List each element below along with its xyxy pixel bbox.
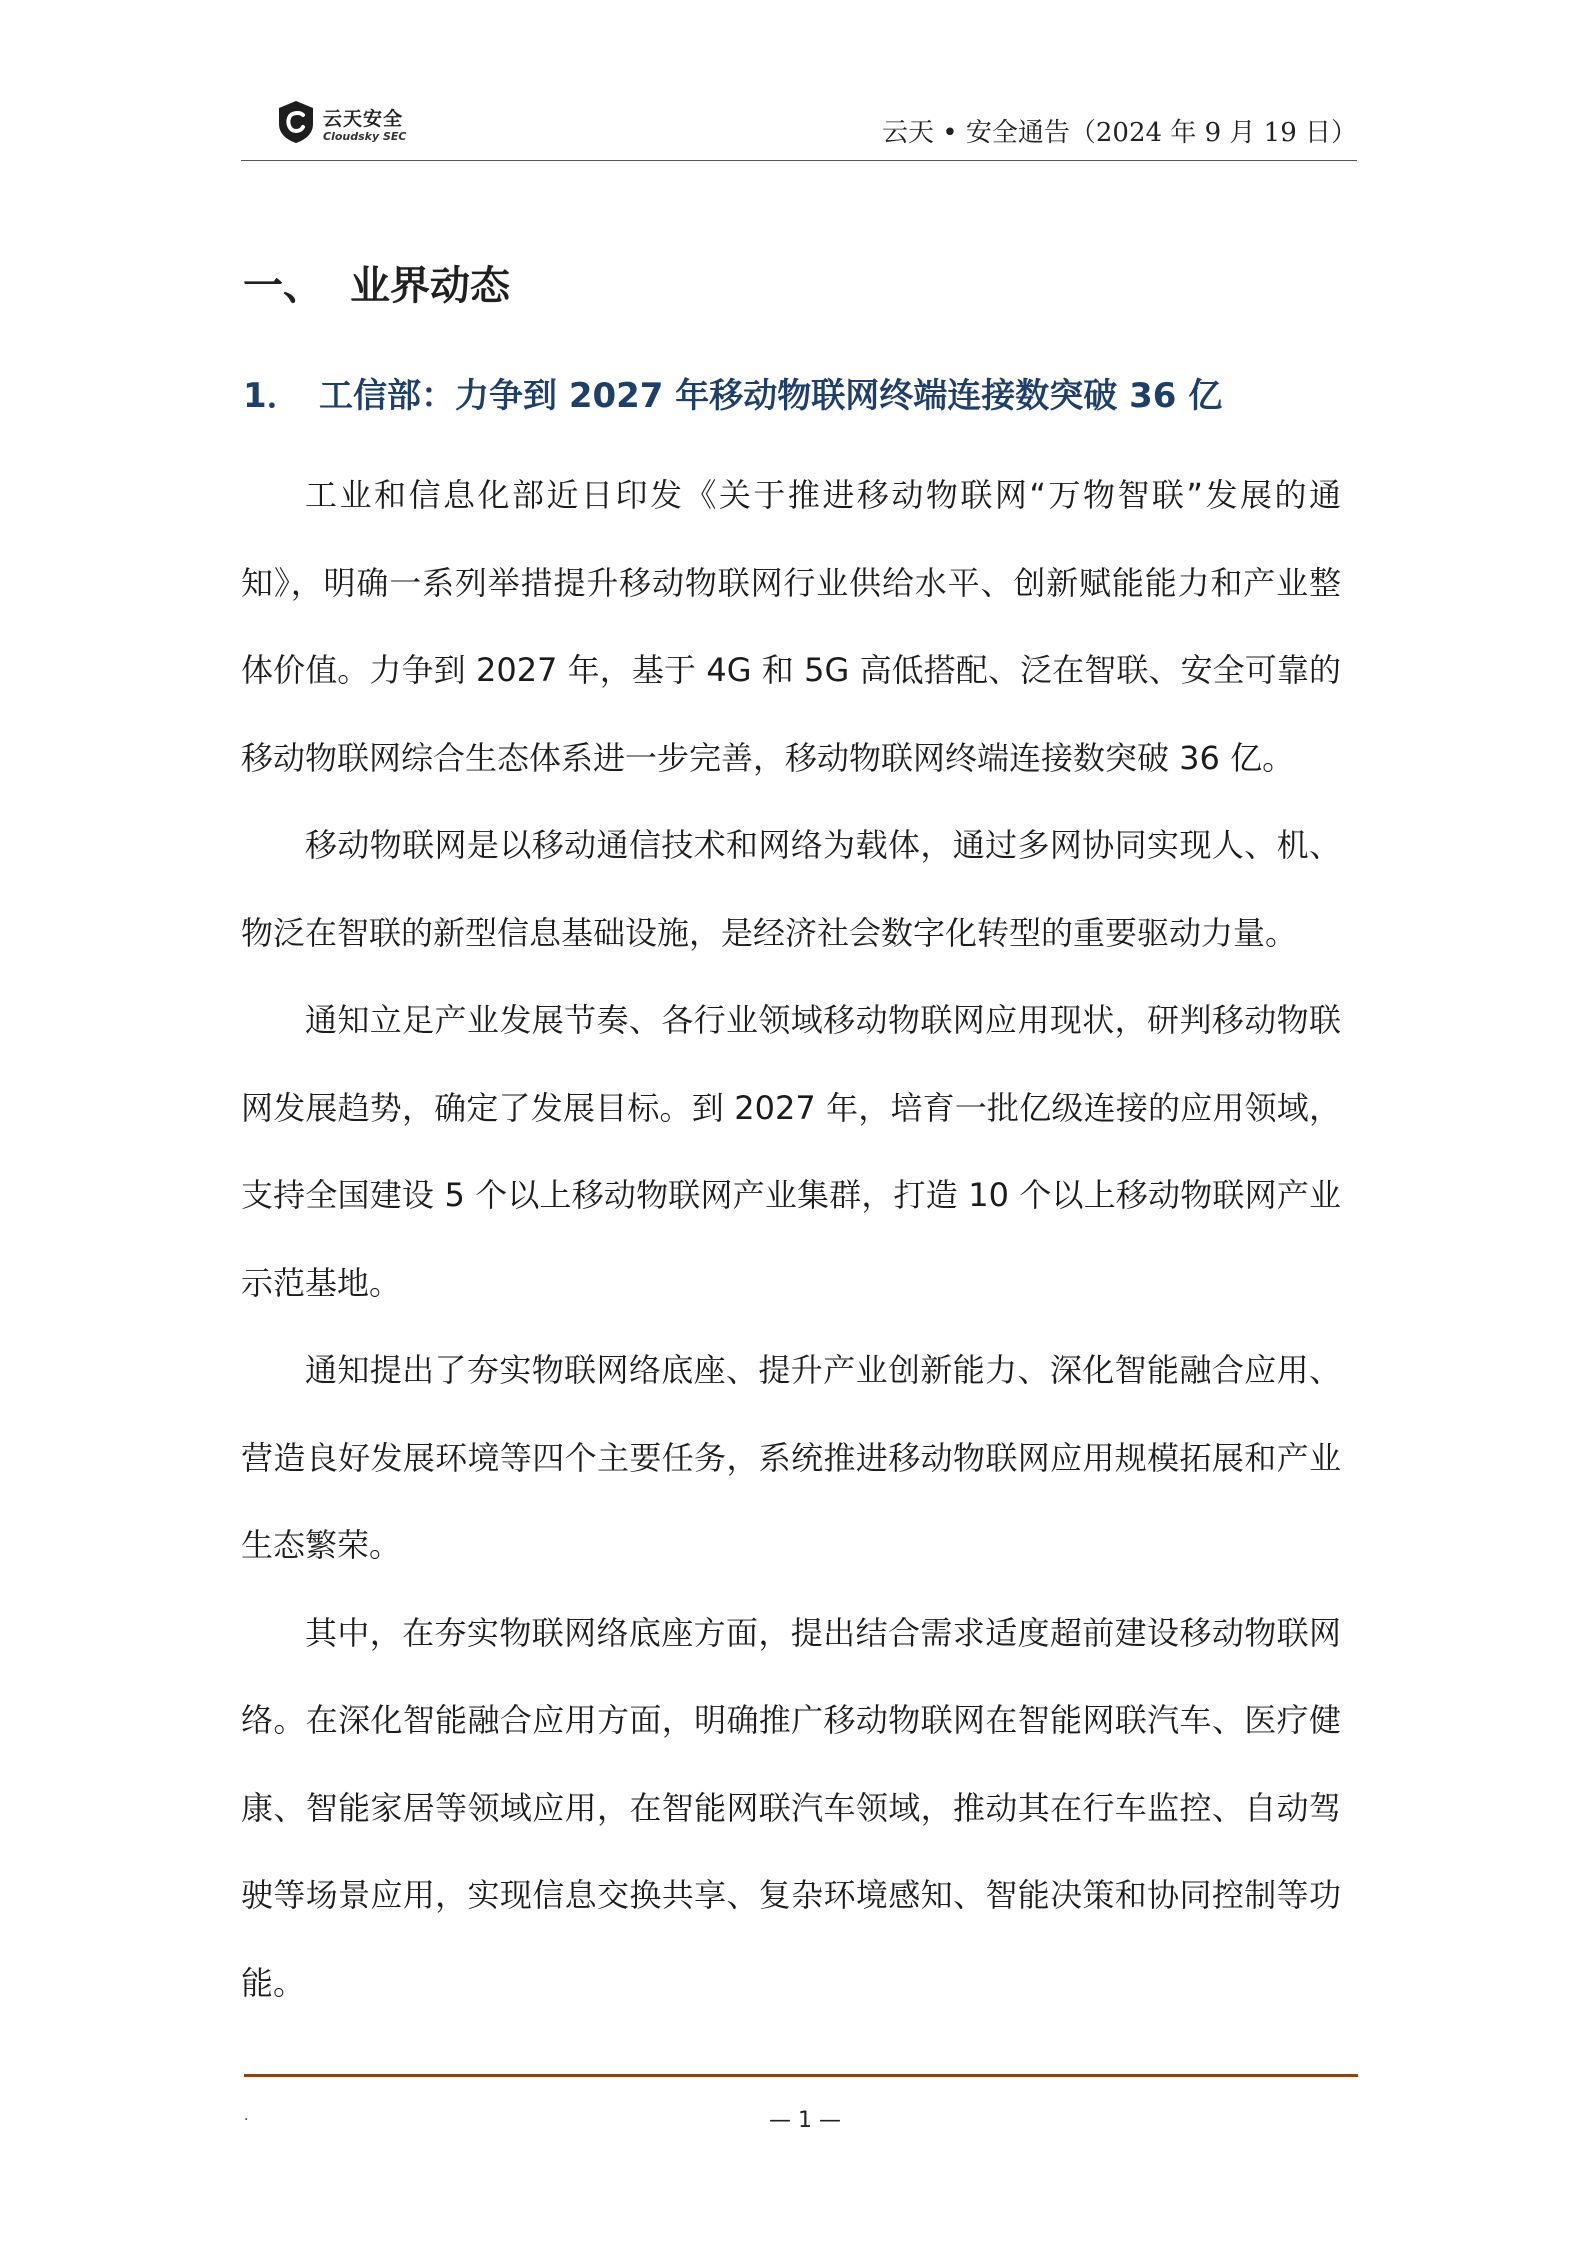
company-logo bbox=[277, 100, 477, 146]
logo-english-text: Cloudsky SEC bbox=[323, 130, 407, 143]
footer-divider bbox=[244, 2074, 1358, 2077]
section-number: 一、 bbox=[243, 263, 323, 309]
article-body bbox=[241, 452, 1341, 2027]
article-number: 1． bbox=[243, 376, 301, 416]
section-heading bbox=[243, 254, 510, 311]
paragraph: 工业和信息化部近日印发《关于推进移动物联网“万物智联”发展的通知》，明确一系列举措提升移动物联网行业供给水平、创新赋能能力和产业整体价值。力争到 2027 年，基于 4G 和 5G 高低搭配、泛在智联、安全可靠的移动物联网综合生态体系进一步完善，移动物联网终端连接数突破 36 亿。 bbox=[241, 476, 1341, 777]
paragraph: 其中，在夯实物联网络底座方面，提出结合需求适度超前建设移动物联网络。在深化智能融合应用方面，明确推广移动物联网在智能网联汽车、医疗健康、智能家居等领域应用，在智能网联汽车领域，推动其在行车监控、自动驾驶等场景应用，实现信息交换共享、复杂环境感知、智能决策和协同控制等功能。 bbox=[241, 1613, 1341, 2002]
paragraph: 移动物联网是以移动通信技术和网络为载体，通过多网协同实现人、机、物泛在智联的新型信息基础设施，是经济社会数字化转型的重要驱动力量。 bbox=[241, 826, 1341, 952]
page-header bbox=[241, 94, 1357, 160]
header-divider bbox=[241, 160, 1357, 161]
footer-mark: . bbox=[244, 2108, 249, 2124]
article-heading bbox=[243, 368, 1222, 417]
logo-chinese-text: 云天安全 bbox=[323, 108, 404, 130]
section-title-text: 业界动态 bbox=[350, 263, 510, 309]
article-title-text: 工信部：力争到 2027 年移动物联网终端连接数突破 36 亿 bbox=[319, 376, 1223, 416]
page-number: — 1 — bbox=[769, 2108, 841, 2133]
bulletin-title: 云天 • 安全通告（2024 年 9 月 19 日） bbox=[882, 118, 1357, 148]
shield-logo-icon bbox=[277, 100, 315, 144]
paragraph: 通知立足产业发展节奏、各行业领域移动物联网应用现状，研判移动物联网发展趋势，确定了发展目标。到 2027 年，培育一批亿级连接的应用领域，支持全国建设 5 个以上移动物联网产业集群，打造 10 个以上移动物联网产业示范基地。 bbox=[241, 1001, 1341, 1302]
paragraph: 通知提出了夯实物联网络底座、提升产业创新能力、深化智能融合应用、营造良好发展环境等四个主要任务，系统推进移动物联网应用规模拓展和产业生态繁荣。 bbox=[241, 1351, 1341, 1564]
